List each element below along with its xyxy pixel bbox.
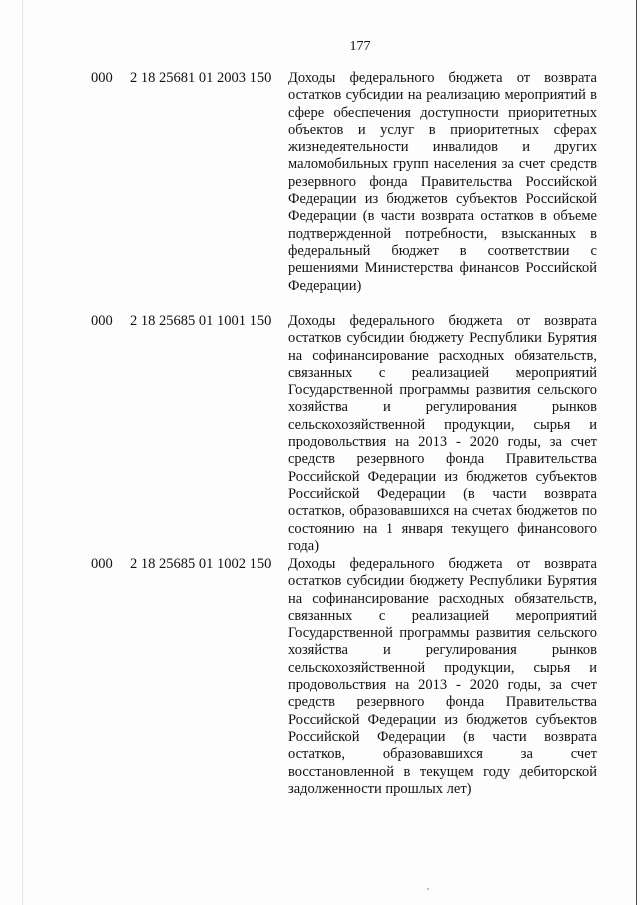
- revenue-description: Доходы федерального бюджета от возврата остатков субсидии на реализацию мероприятий в сфере обеспечения доступности приоритетных объектов и услуг в приоритетных сферах жизнедеятельности инвалидов и других маломобильных групп населения за счет средств резервного фонда Правительства Российской Федерации из бюджетов субъектов Российской Федерации (в части возврата остатков в объеме подтвержденной потребности, взысканных в федеральный бюджет в соответствии с решениями Министерства финансов Российской Федерации): [288, 70, 597, 294]
- scan-edge-left: [22, 0, 23, 905]
- budget-classification-code: 2 18 25685 01 1001 150: [130, 313, 272, 329]
- scan-edge-right: [636, 0, 637, 905]
- revenue-description: Доходы федерального бюджета от возврата остатков субсидии бюджету Республики Бурятия на софинансирование расходных обязательств, связанных с реализацией мероприятий Государственной программы развития сельского хозяйства и регулирования рынков сельскохозяйственной продукции, сырья и продовольствия на 2013 - 2020 годы, за счет средств резервного фонда Правительства Российской Федерации из бюджетов субъектов Российской Федерации (в части возврата остатков, образовавшихся на счетах бюджетов по состоянию на 1 января текущего финансового года): [288, 313, 597, 554]
- revenue-description: Доходы федерального бюджета от возврата остатков субсидии бюджету Республики Бурятия на софинансирование расходных обязательств, связанных с реализацией мероприятий Государственной программы развития сельского хозяйства и регулирования рынков сельскохозяйственной продукции, сырья и продовольствия на 2013 - 2020 годы, за счет средств резервного фонда Правительства Российской Федерации из бюджетов субъектов Российской Федерации (в части возврата остатков, образовавшихся за счет восстановленной в текущем году дебиторской задолженности прошлых лет): [288, 556, 597, 797]
- budget-classification-code: 2 18 25681 01 2003 150: [130, 70, 272, 86]
- admin-code: 000: [91, 70, 113, 86]
- budget-classification-code: 2 18 25685 01 1002 150: [130, 556, 272, 572]
- page-number: 177: [349, 39, 371, 54]
- scan-speck: [427, 888, 429, 890]
- admin-code: 000: [91, 556, 113, 572]
- admin-code: 000: [91, 313, 113, 329]
